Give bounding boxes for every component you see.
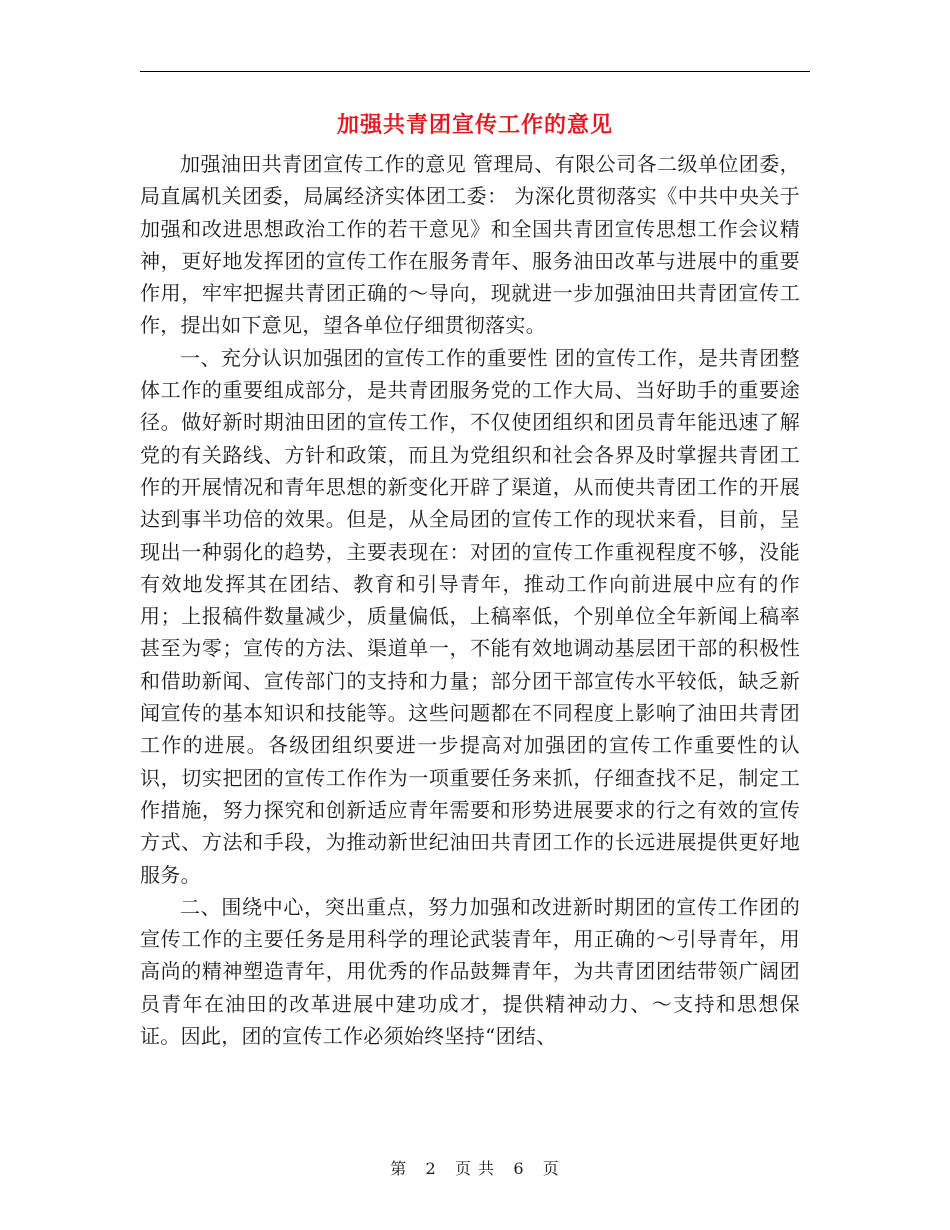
footer-prefix: 第 [390,1159,408,1178]
paragraph-section-2: 二、围绕中心，突出重点，努力加强和改进新时期团的宣传工作团的宣传工作的主要任务是用科学的理论武装青年，用正确的～引导青年，用高尚的精神塑造青年，用优秀的作品鼓舞青年，为共青团团结带领广阔团员青年在油田的改革进展中建功成才，提供精神动力、～支持和思想保证。因此，团的宣传工作必须始终坚持“团结、 [140,894,800,1049]
footer-mid: 页 共 [454,1159,496,1178]
footer-suffix: 页 [542,1159,560,1178]
page-footer [140,1156,810,1179]
header-rule [140,71,810,72]
paragraph-intro: 加强油田共青团宣传工作的意见 管理局、有限公司各二级单位团委，局直属机关团委，局属经济实体团工委： 为深化贯彻落实《中共中央关于加强和改进思想政治工作的若干意见》和全国共青团宣传思想工作会议精神，更好地发挥团的宣传工作在服务青年、服务油田改革与进展中的重要作用，牢牢把握共青团正确的～导向，现就进一步加强油田共青团宣传工作，提出如下意见，望各单位仔细贯彻落实。 [140,152,800,338]
document-body [140,148,800,1052]
footer-current-page: 2 [425,1159,437,1178]
document-title: 加强共青团宣传工作的意见 [336,112,613,138]
footer-total-pages: 6 [513,1159,525,1178]
paragraph-section-1: 一、充分认识加强团的宣传工作的重要性 团的宣传工作，是共青团整体工作的重要组成部分，是共青团服务党的工作大局、当好助手的重要途径。做好新时期油田团的宣传工作，不仅使团组织和团员青年能迅速了解党的有关路线、方针和政策，而且为党组织和社会各界及时掌握共青团工作的开展情况和青年思想的新变化开辟了渠道，从而使共青团工作的开展达到事半功倍的效果。但是，从全局团的宣传工作的现状来看，目前，呈现出一种弱化的趋势，主要表现在：对团的宣传工作重视程度不够，没能有效地发挥其在团结、教育和引导青年，推动工作向前进展中应有的作用；上报稿件数量减少，质量偏低，上稿率低，个别单位全年新闻上稿率甚至为零；宣传的方法、渠道单一，不能有效地调动基层团干部的积极性和借助新闻、宣传部门的支持和力量；部分团干部宣传水平较低，缺乏新闻宣传的基本知识和技能等。这些问题都在不同程度上影响了油田共青团工作的进展。各级团组织要进一步提高对加强团的宣传工作重要性的认识，切实把团的宣传工作作为一项重要任务来抓，仔细查找不足，制定工作措施，努力探究和创新适应青年需要和形势进展要求的行之有效的宣传方式、方法和手段，为推动新世纪油田共青团工作的长远进展提供更好地服务。 [140,345,800,887]
